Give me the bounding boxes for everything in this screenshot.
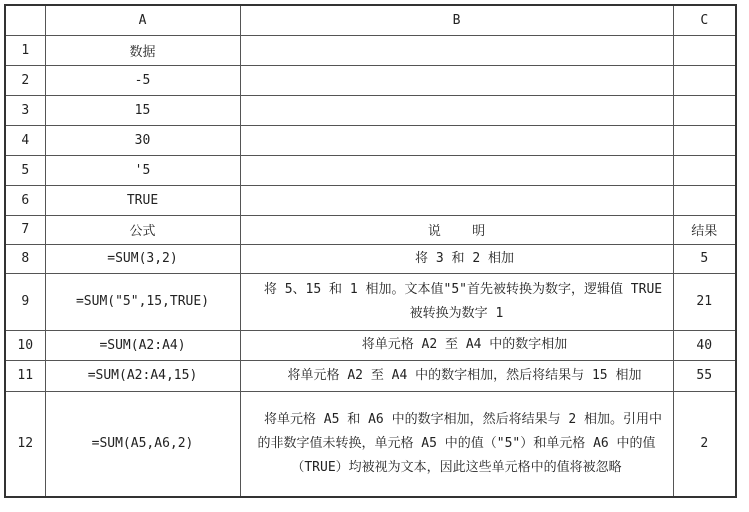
cell-b10[interactable]: 将单元格 A2 至 A4 中的数字相加 <box>240 330 673 360</box>
table-row <box>5 35 736 65</box>
cell-a5[interactable]: '5 <box>45 155 240 185</box>
cell-c1[interactable] <box>673 35 736 65</box>
cell-a10[interactable]: =SUM(A2:A4) <box>45 330 240 360</box>
cell-b11[interactable]: 将单元格 A2 至 A4 中的数字相加，然后将结果与 15 相加 <box>240 360 673 391</box>
cell-c4[interactable] <box>673 125 736 155</box>
cell-a4[interactable]: 30 <box>45 125 240 155</box>
table-row <box>5 125 736 155</box>
row-number[interactable]: 10 <box>5 330 45 360</box>
column-header-b[interactable]: B <box>240 5 673 35</box>
row-number[interactable]: 7 <box>5 215 45 244</box>
cell-a11[interactable]: =SUM(A2:A4,15) <box>45 360 240 391</box>
row-number[interactable]: 1 <box>5 35 45 65</box>
cell-b4[interactable] <box>240 125 673 155</box>
cell-c2[interactable] <box>673 65 736 95</box>
cell-b7[interactable]: 说 明 <box>240 215 673 244</box>
cell-a12[interactable]: =SUM(A5,A6,2) <box>45 391 240 497</box>
row-number[interactable]: 11 <box>5 360 45 391</box>
row-number[interactable]: 5 <box>5 155 45 185</box>
cell-a2[interactable]: -5 <box>45 65 240 95</box>
row-number[interactable]: 3 <box>5 95 45 125</box>
table-row <box>5 244 736 273</box>
column-header-a[interactable]: A <box>45 5 240 35</box>
cell-a7[interactable]: 公式 <box>45 215 240 244</box>
cell-c7[interactable]: 结果 <box>673 215 736 244</box>
cell-b9[interactable] <box>240 273 673 330</box>
row-number[interactable]: 2 <box>5 65 45 95</box>
corner-cell[interactable] <box>5 5 45 35</box>
cell-b6[interactable] <box>240 185 673 215</box>
cell-b1[interactable] <box>240 35 673 65</box>
table-row <box>5 185 736 215</box>
cell-c6[interactable] <box>673 185 736 215</box>
row-number[interactable]: 9 <box>5 273 45 330</box>
cell-c8[interactable]: 5 <box>673 244 736 273</box>
cell-c11[interactable]: 55 <box>673 360 736 391</box>
table-row <box>5 95 736 125</box>
spreadsheet-table <box>4 4 737 498</box>
table-row <box>5 215 736 244</box>
cell-a9[interactable]: =SUM("5",15,TRUE) <box>45 273 240 330</box>
column-header-row <box>5 5 736 35</box>
row-number[interactable]: 6 <box>5 185 45 215</box>
cell-c5[interactable] <box>673 155 736 185</box>
cell-c12[interactable]: 2 <box>673 391 736 497</box>
row-number[interactable]: 8 <box>5 244 45 273</box>
cell-c10[interactable]: 40 <box>673 330 736 360</box>
cell-b8[interactable]: 将 3 和 2 相加 <box>240 244 673 273</box>
column-header-c[interactable]: C <box>673 5 736 35</box>
cell-a3[interactable]: 15 <box>45 95 240 125</box>
table-row <box>5 391 736 497</box>
cell-b5[interactable] <box>240 155 673 185</box>
cell-b3[interactable] <box>240 95 673 125</box>
cell-b9-text: 将 5、15 和 1 相加。文本值"5"首先被转换为数字，逻辑值 TRUE 被转换为数字 1 <box>263 281 663 321</box>
cell-c9[interactable]: 21 <box>673 273 736 330</box>
cell-b12[interactable] <box>240 391 673 497</box>
cell-a6[interactable]: TRUE <box>45 185 240 215</box>
cell-a8[interactable]: =SUM(3,2) <box>45 244 240 273</box>
table-row <box>5 273 736 330</box>
row-number[interactable]: 12 <box>5 391 45 497</box>
cell-c3[interactable] <box>673 95 736 125</box>
table-row <box>5 360 736 391</box>
table-row <box>5 65 736 95</box>
table-row <box>5 155 736 185</box>
row-number[interactable]: 4 <box>5 125 45 155</box>
cell-b2[interactable] <box>240 65 673 95</box>
cell-a1[interactable]: 数据 <box>45 35 240 65</box>
table-row <box>5 330 736 360</box>
cell-b12-text: 将单元格 A5 和 A6 中的数字相加，然后将结果与 2 相加。引用中的非数字值未转换，单元格 A5 中的值（"5"）和单元格 A6 中的值（TRUE）均被视为文本，因此这些单元格中的值将被忽略 <box>257 411 663 475</box>
